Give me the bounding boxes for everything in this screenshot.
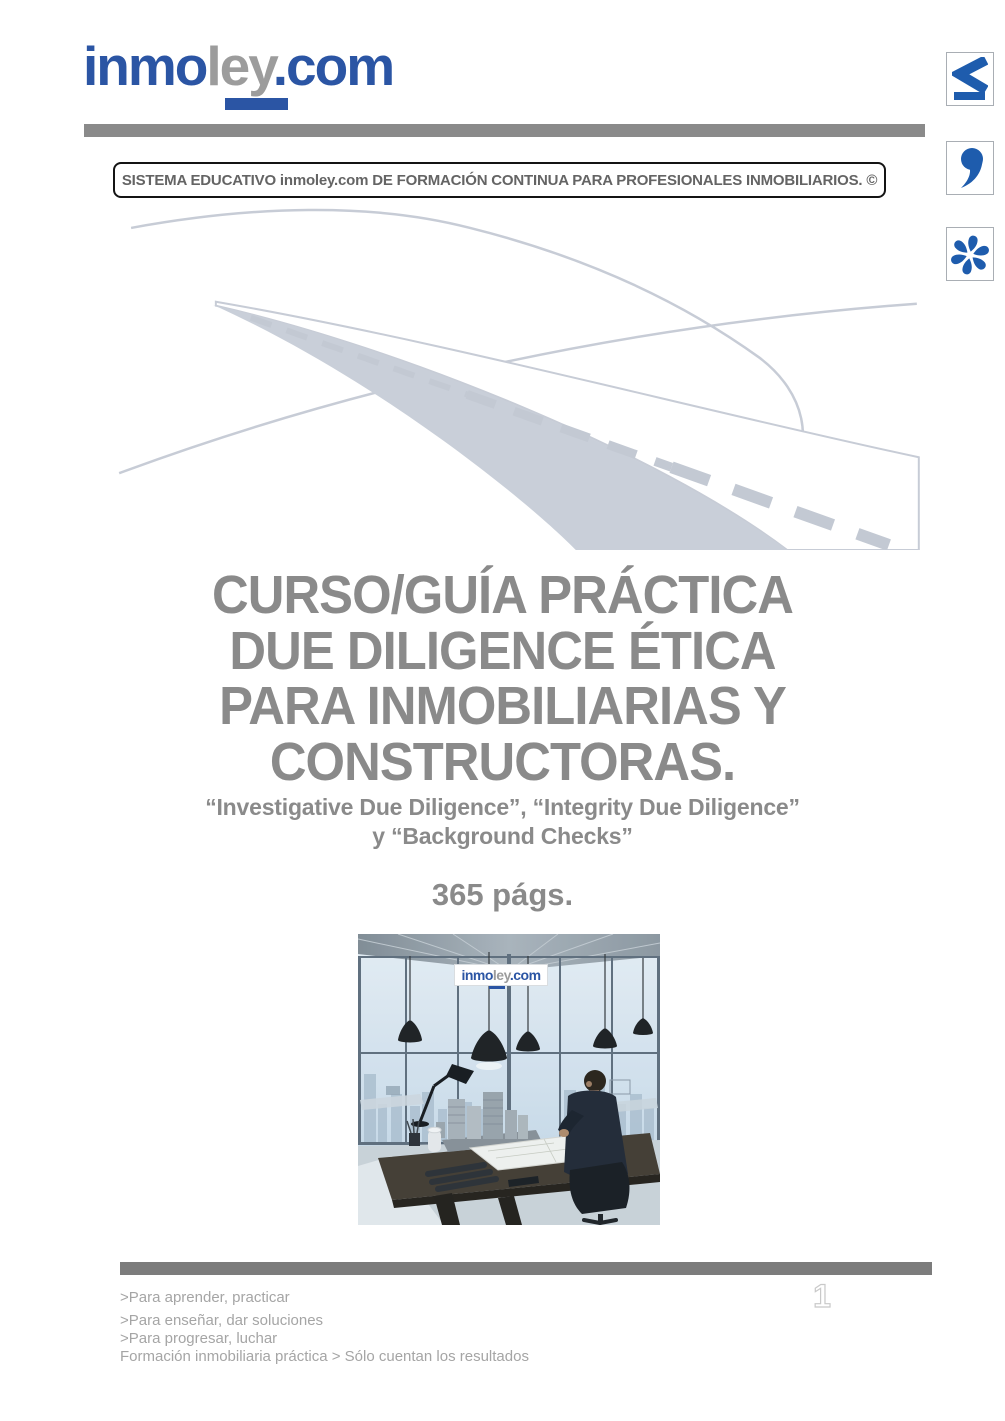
cover-banner-underline bbox=[489, 986, 505, 989]
cover-inmoley-banner bbox=[454, 964, 548, 986]
footer-line-2: >Para enseñar, dar soluciones bbox=[120, 1312, 324, 1329]
comma-icon bbox=[952, 146, 988, 190]
title-line-2: DUE DILIGENCE ÉTICA bbox=[229, 620, 776, 681]
road-graphic bbox=[100, 206, 920, 550]
page-number: 1 bbox=[813, 1278, 831, 1314]
title-line-3: PARA INMOBILIARIAS Y bbox=[219, 676, 786, 736]
education-banner bbox=[113, 162, 886, 198]
course-subtitle bbox=[0, 793, 1005, 851]
subtitle-line-2: y “Background Checks” bbox=[372, 823, 633, 849]
logo-part-dotcom: .com bbox=[272, 35, 394, 97]
bottom-divider-bar bbox=[120, 1262, 932, 1275]
top-divider-bar bbox=[84, 124, 925, 137]
footer-line-3: >Para progresar, luchar bbox=[120, 1330, 278, 1347]
chevron-left-bar-icon bbox=[952, 57, 988, 101]
title-line-4: CONSTRUCTORAS. bbox=[269, 731, 736, 792]
cover-banner-text bbox=[461, 967, 540, 983]
cover-logo-ley: ley bbox=[492, 967, 510, 983]
page-count-label: 365 págs. bbox=[431, 877, 574, 912]
footer-slogans bbox=[120, 1289, 529, 1366]
education-banner-text: SISTEMA EDUCATIVO inmoley.com DE FORMACIÓN CONTINUA PARA PROFESIONALES INMOBILIARIOS. © bbox=[121, 171, 878, 189]
logo-part-inmo: inmo bbox=[83, 35, 207, 97]
road-illustration bbox=[100, 206, 920, 550]
footer-line-4: Formación inmobiliaria práctica > Sólo cuentan los resultados bbox=[120, 1348, 529, 1365]
cover-photo bbox=[358, 934, 660, 1225]
nav-comma-button[interactable] bbox=[946, 141, 994, 195]
subtitle-line-1: “Investigative Due Diligence”, “Integrity Due Diligence” bbox=[205, 794, 800, 820]
logo-underline-bar bbox=[225, 98, 288, 110]
nav-previous-button[interactable] bbox=[946, 52, 994, 106]
title-line-1: CURSO/GUÍA PRÁCTICA bbox=[212, 565, 793, 625]
inmoley-logo bbox=[83, 35, 394, 97]
logo-part-ley: ley bbox=[206, 35, 273, 97]
cover-logo-inmo: inmo bbox=[461, 967, 493, 983]
course-title bbox=[30, 565, 975, 792]
nav-asterisk-button[interactable] bbox=[946, 227, 994, 281]
asterisk-flower-icon bbox=[948, 230, 992, 278]
footer-line-1: >Para aprender, practicar bbox=[120, 1289, 290, 1306]
cover-logo-dotcom: .com bbox=[509, 967, 541, 983]
